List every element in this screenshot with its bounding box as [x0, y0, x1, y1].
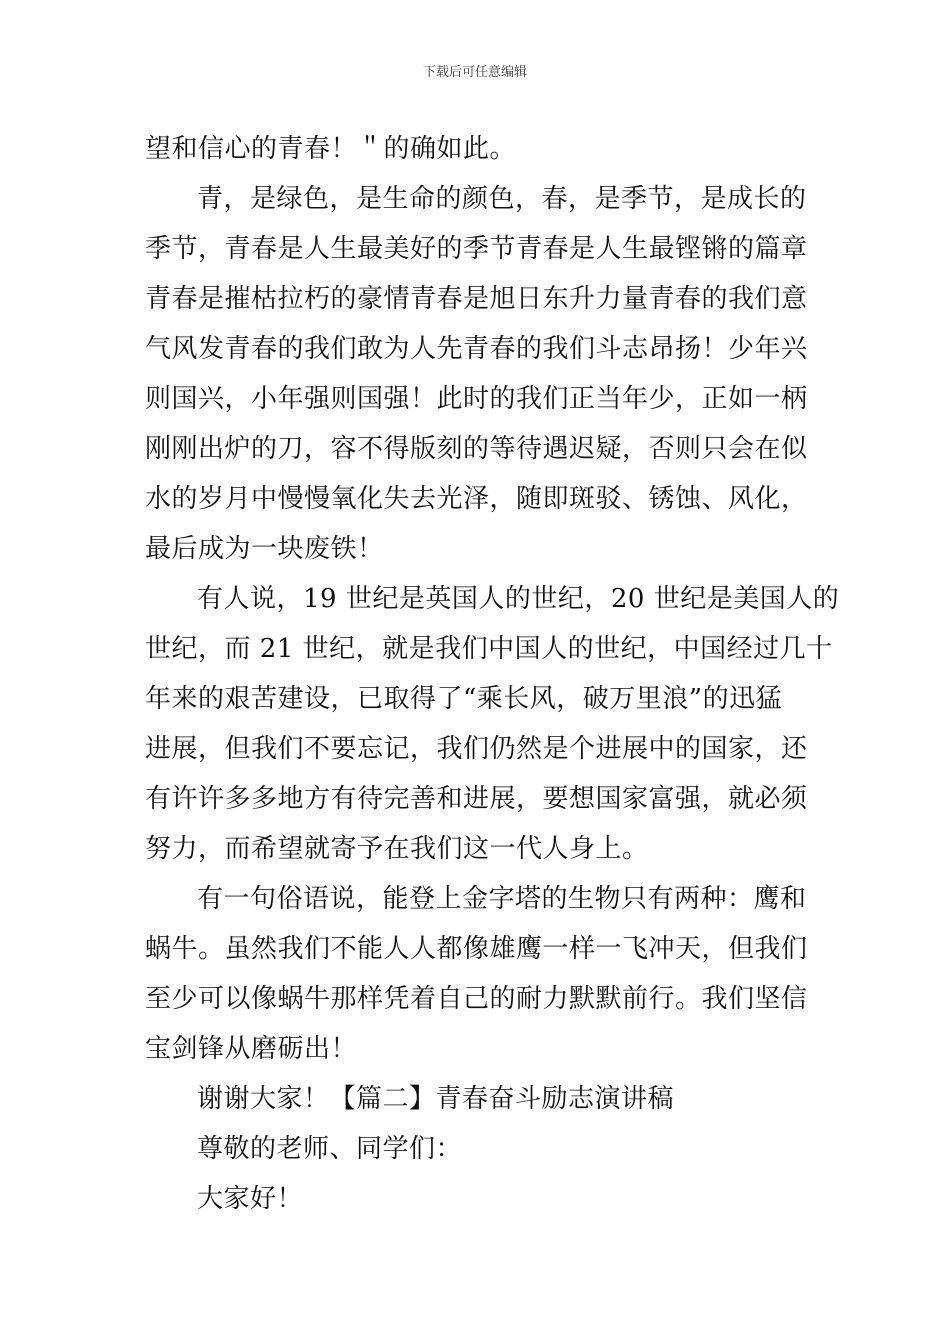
text-line: 进展，但我们不要忘记，我们仍然是个进展中的国家，还 [145, 734, 808, 764]
text-line: 宝剑锋从磨砺出！ [145, 1034, 358, 1064]
text-line: 蜗牛。虽然我们不能人人都像雄鹰一样一飞冲天，但我们 [145, 934, 808, 964]
text-line: 世纪，而 21 世纪，就是我们中国人的世纪，中国经过几十 [145, 634, 833, 664]
text-line: 气风发青春的我们敢为人先青春的我们斗志昂扬！少年兴 [145, 334, 808, 364]
document-body [145, 124, 840, 1224]
text-line: 有许许多多地方有待完善和进展，要想国家富强，就必须 [145, 784, 808, 814]
text-line: 有人说，19 世纪是英国人的世纪，20 世纪是美国人的 [197, 584, 840, 614]
text-line: 年来的艰苦建设，已取得了“乘长风，破万里浪”的迅猛 [145, 684, 783, 714]
text-line: 努力，而希望就寄予在我们这一代人身上。 [145, 834, 649, 864]
text-line: 季节，青春是人生最美好的季节青春是人生最铿锵的篇章 [145, 234, 808, 264]
text-line: 青春是摧枯拉朽的豪情青春是旭日东升力量青春的我们意 [145, 284, 808, 314]
text-line: 谢谢大家！【篇二】青春奋斗励志演讲稿 [197, 1084, 675, 1114]
page-header: 下载后可任意编辑 [422, 65, 527, 80]
text-line: 望和信心的青春！＂的确如此。 [145, 134, 517, 164]
text-line: 最后成为一块废铁！ [145, 534, 384, 564]
text-line: 水的岁月中慢慢氧化失去光泽，随即斑驳、锈蚀、风化， [145, 484, 808, 514]
text-line: 有一句俗语说，能登上金字塔的生物只有两种：鹰和 [197, 884, 807, 914]
text-line: 大家好！ [197, 1184, 304, 1214]
text-line: 尊敬的老师、同学们： [197, 1134, 463, 1164]
text-line: 至少可以像蜗牛那样凭着自己的耐力默默前行。我们坚信 [145, 984, 808, 1014]
text-line: 青，是绿色，是生命的颜色，春，是季节，是成长的 [197, 184, 807, 214]
text-line: 刚刚出炉的刀，容不得版刻的等待遇迟疑，否则只会在似 [145, 434, 808, 464]
text-line: 则国兴，小年强则国强！此时的我们正当年少，正如一柄 [145, 384, 808, 414]
